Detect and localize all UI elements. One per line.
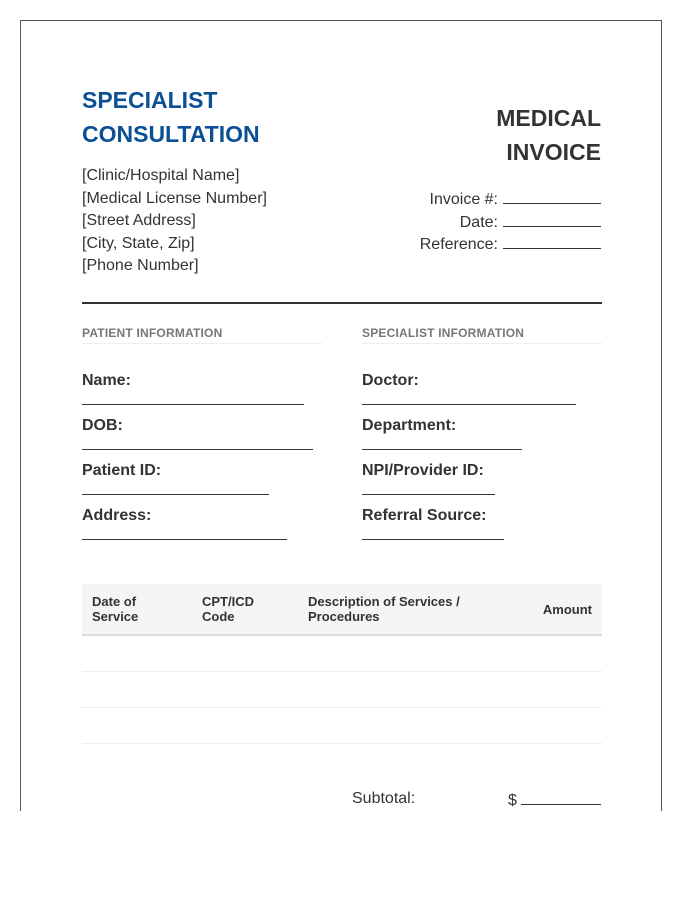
date-blank[interactable] bbox=[503, 212, 601, 227]
street-address: [Street Address] bbox=[82, 212, 196, 229]
invoice-meta bbox=[420, 189, 601, 257]
invoice-number-row bbox=[420, 189, 601, 212]
invoice-title-line-1: MEDICAL bbox=[496, 105, 601, 131]
document-title bbox=[82, 83, 362, 151]
referral-source-label: Referral Source: bbox=[362, 507, 487, 524]
title-line-1: SPECIALIST bbox=[82, 87, 218, 113]
date-row bbox=[420, 212, 601, 235]
patient-address-field bbox=[82, 495, 322, 540]
table-row[interactable] bbox=[82, 636, 602, 672]
column-date-line-2: Service bbox=[92, 609, 139, 624]
department-label: Department: bbox=[362, 417, 457, 434]
column-date-line-1: Date of bbox=[92, 594, 137, 609]
invoice-title bbox=[496, 101, 601, 169]
subtotal-label: Subtotal: bbox=[352, 790, 416, 807]
reference-label: Reference: bbox=[419, 236, 498, 253]
clinic-name: [Clinic/Hospital Name] bbox=[82, 167, 240, 184]
referral-source-blank[interactable] bbox=[362, 539, 504, 540]
specialist-information-heading: SPECIALIST INFORMATION bbox=[362, 326, 602, 344]
invoice-number-label: Invoice #: bbox=[429, 191, 498, 208]
title-line-2: CONSULTATION bbox=[82, 121, 260, 147]
header-divider bbox=[82, 302, 602, 304]
patient-name-field bbox=[82, 360, 322, 405]
doctor-label: Doctor: bbox=[362, 372, 419, 389]
table-row[interactable] bbox=[82, 708, 602, 744]
column-code-line-1: CPT/ICD bbox=[202, 594, 254, 609]
patient-name-label: Name: bbox=[82, 372, 131, 389]
column-code-line-2: Code bbox=[202, 609, 235, 624]
patient-dob-label: DOB: bbox=[82, 417, 123, 434]
subtotal-blank[interactable] bbox=[521, 790, 601, 805]
clinic-details bbox=[82, 165, 267, 278]
invoice-page bbox=[20, 20, 662, 811]
referral-source-field bbox=[362, 495, 602, 540]
department-field bbox=[362, 405, 602, 450]
doctor-field bbox=[362, 360, 602, 405]
column-cpt-icd-code bbox=[202, 594, 254, 624]
column-date-of-service bbox=[92, 594, 138, 624]
date-label: Date: bbox=[459, 213, 498, 231]
currency-symbol: $ bbox=[508, 792, 517, 809]
column-amount: Amount bbox=[542, 602, 592, 617]
column-description-line-2: Procedures bbox=[308, 609, 380, 624]
city-state-zip: [City, State, Zip] bbox=[82, 234, 195, 252]
services-table-header bbox=[82, 584, 602, 636]
reference-blank[interactable] bbox=[503, 234, 601, 249]
patient-id-label: Patient ID: bbox=[82, 462, 162, 479]
patient-address-label: Address: bbox=[82, 507, 152, 524]
patient-information-heading: PATIENT INFORMATION bbox=[82, 326, 322, 344]
table-row[interactable] bbox=[82, 672, 602, 708]
invoice-number-blank[interactable] bbox=[503, 189, 601, 204]
patient-id-field bbox=[82, 450, 322, 495]
provider-id-field bbox=[362, 450, 602, 495]
subtotal-value bbox=[508, 790, 601, 810]
provider-id-label: NPI/Provider ID: bbox=[362, 462, 484, 479]
reference-row bbox=[420, 234, 601, 257]
column-description bbox=[308, 594, 460, 624]
specialist-information-section bbox=[362, 326, 602, 540]
column-description-line-1: Description of Services / bbox=[308, 594, 460, 609]
patient-dob-field bbox=[82, 405, 322, 450]
patient-address-blank[interactable] bbox=[82, 539, 287, 540]
license-number: [Medical License Number] bbox=[82, 189, 267, 207]
invoice-title-line-2: INVOICE bbox=[506, 139, 601, 165]
phone-number: [Phone Number] bbox=[82, 257, 199, 274]
patient-information-section bbox=[82, 326, 322, 540]
services-table bbox=[82, 584, 602, 744]
